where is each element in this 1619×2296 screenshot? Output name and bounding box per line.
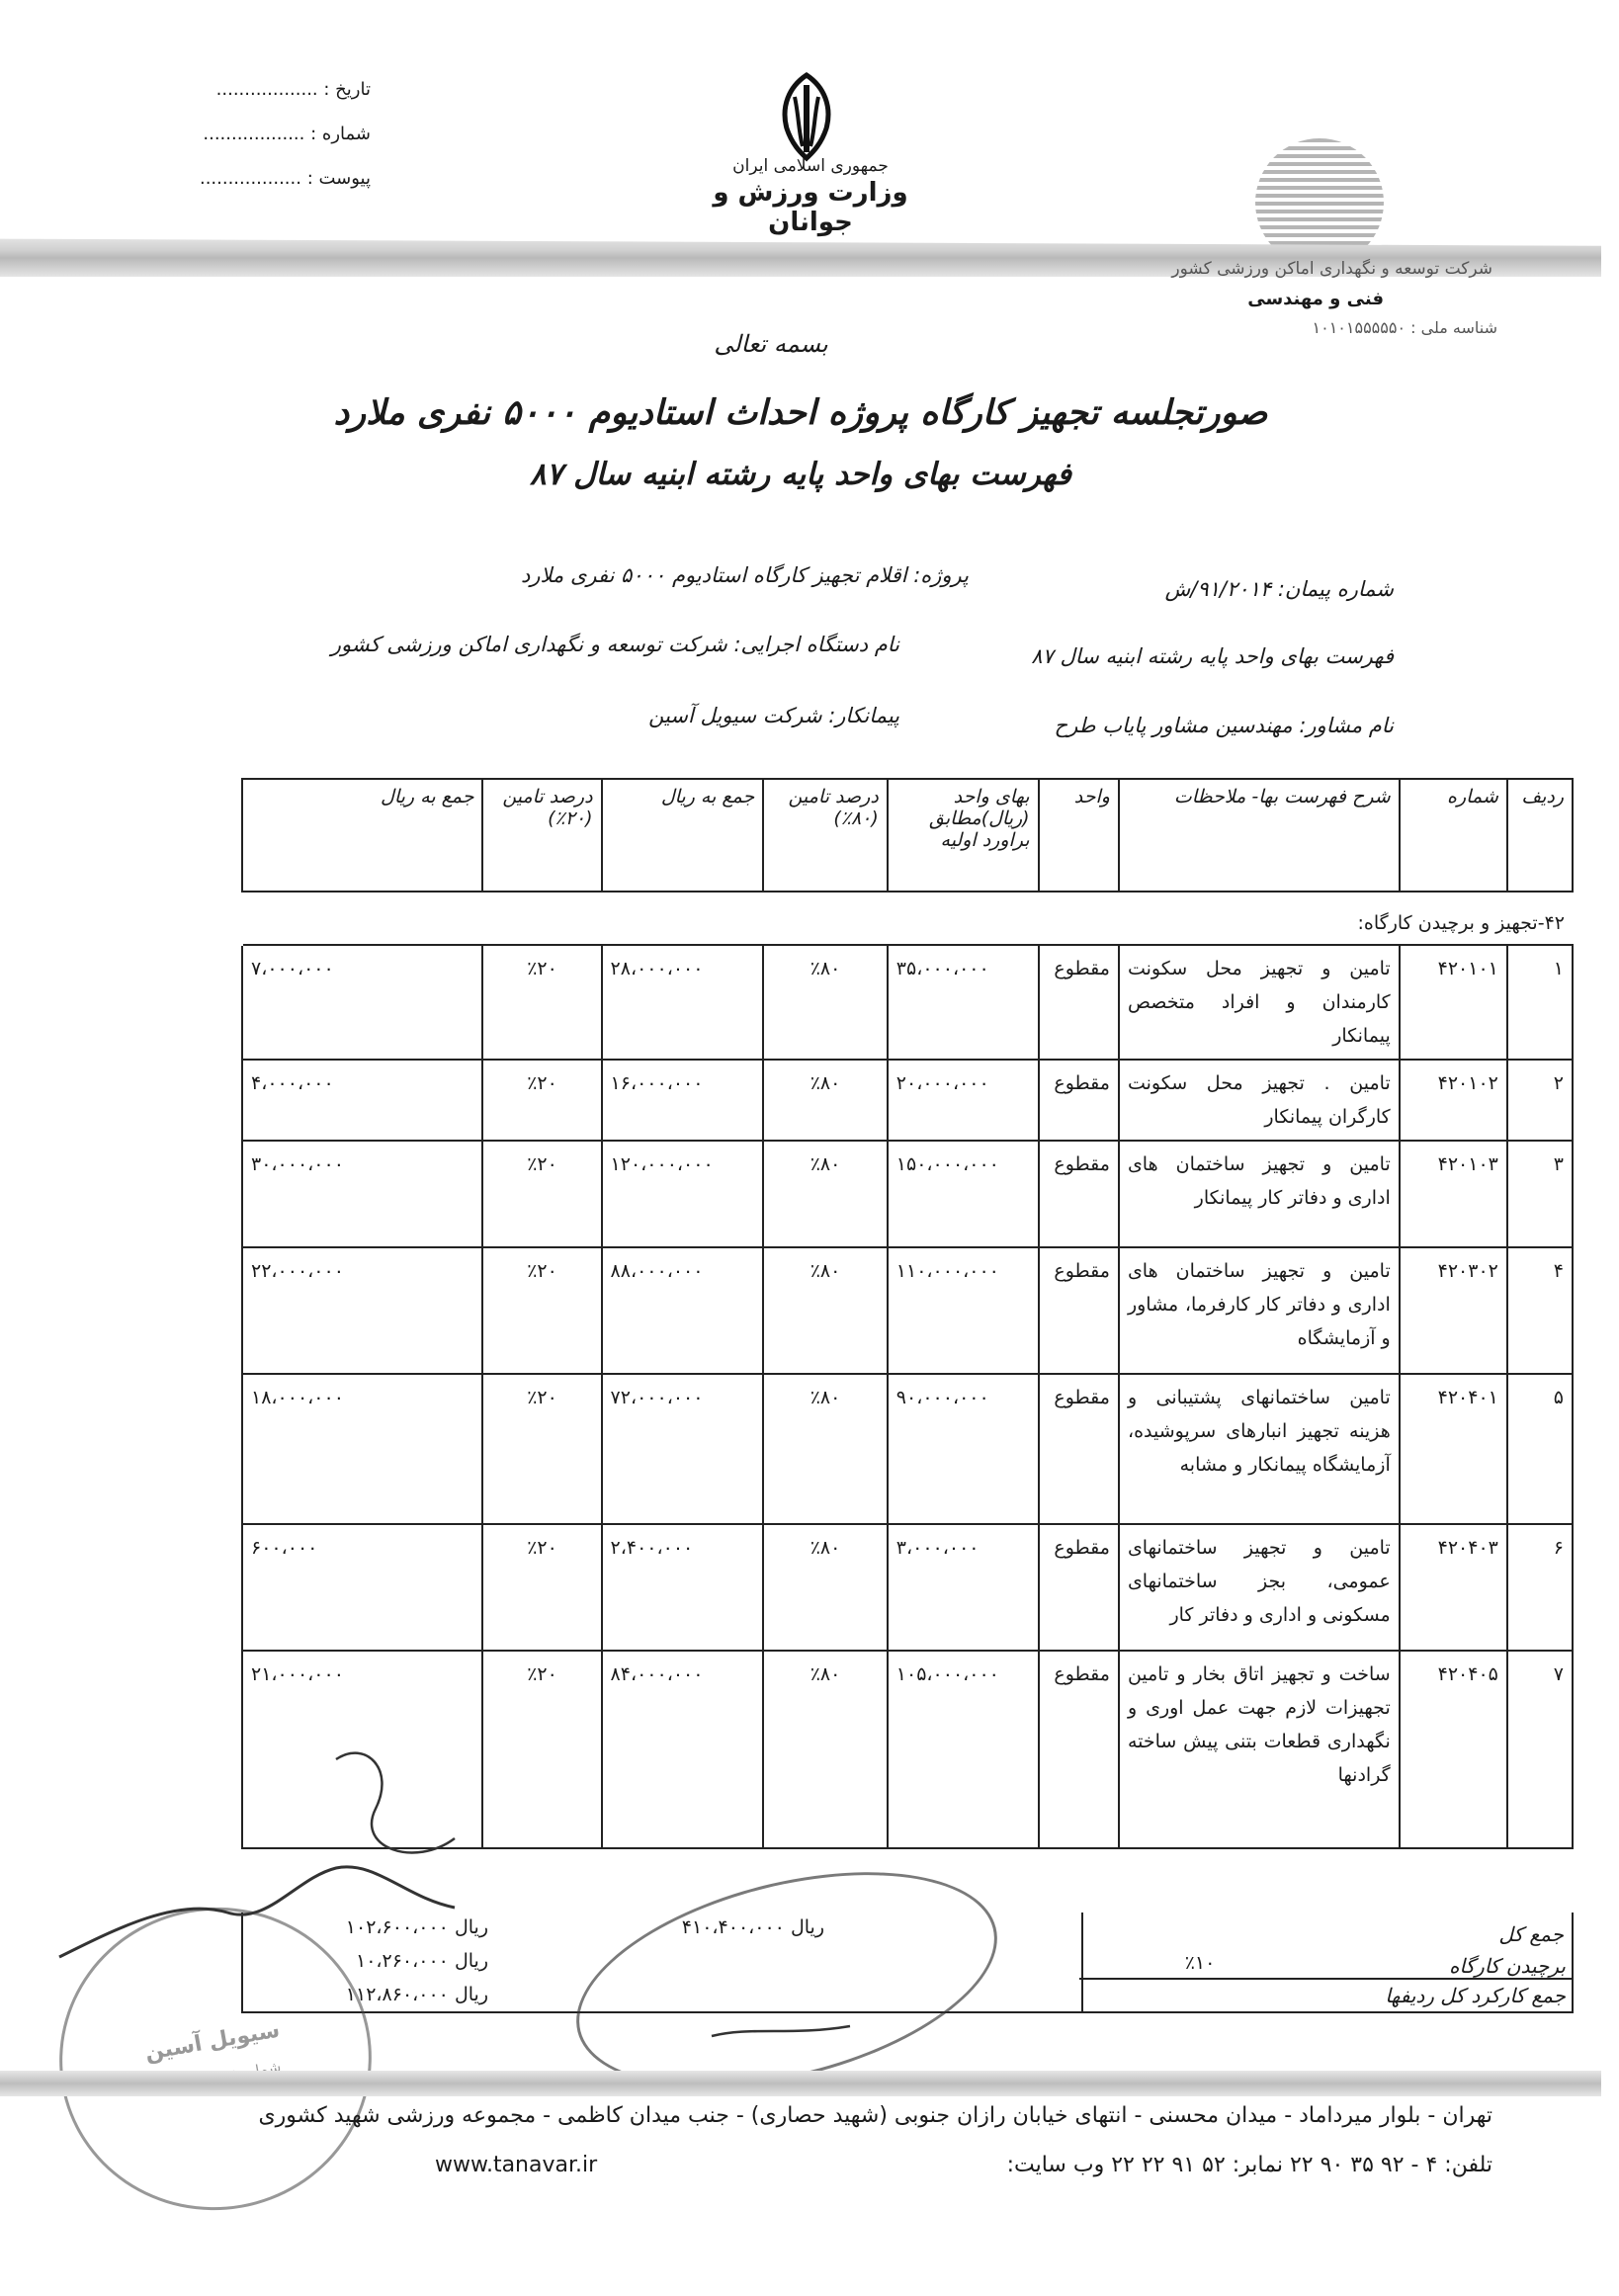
row-number: ۷ xyxy=(1507,1651,1573,1848)
table-header-row xyxy=(242,779,1573,892)
row-sum80: ۸۴،۰۰۰،۰۰۰ xyxy=(602,1651,764,1848)
teardown-total: ۱۰،۲۶۰،۰۰۰ ریال xyxy=(355,1950,488,1972)
header-sum80: جمع به ریال xyxy=(602,779,764,892)
totals-divider xyxy=(1079,1978,1574,1980)
table-row xyxy=(242,1374,1573,1524)
contractor-stamp-name: سیویل آسین xyxy=(142,2017,283,2067)
teardown-label: برچیدن کارگاه xyxy=(1449,1954,1566,1978)
row-sum80: ۲۸،۰۰۰،۰۰۰ xyxy=(602,945,764,1060)
row-pct80: ٪۸۰ xyxy=(763,945,888,1060)
date-dots: .................. xyxy=(215,79,318,100)
row-pct80: ٪۸۰ xyxy=(763,1651,888,1848)
ministry-country: جمهوری اسلامی ایران xyxy=(732,156,889,176)
row-number: ۵ xyxy=(1507,1374,1573,1524)
row-sum20: ۳۰،۰۰۰،۰۰۰ xyxy=(242,1141,482,1247)
row-sum20: ۷،۰۰۰،۰۰۰ xyxy=(242,945,482,1060)
header-pct20: درصد تامین (۲۰٪) xyxy=(482,779,601,892)
footer-website[interactable]: www.tanavar.ir xyxy=(435,2153,598,2177)
row-code: ۴۲۰۴۰۱ xyxy=(1400,1374,1507,1524)
row-pct80: ٪۸۰ xyxy=(763,1374,888,1524)
row-sum80: ۱۲۰،۰۰۰،۰۰۰ xyxy=(602,1141,764,1247)
sum20-total: ۱۰۲،۶۰۰،۰۰۰ ریال xyxy=(345,1916,488,1938)
row-unit-price: ۲۰،۰۰۰،۰۰۰ xyxy=(888,1060,1039,1141)
attach-label: پیوست : xyxy=(306,168,371,189)
row-pct80: ٪۸۰ xyxy=(763,1247,888,1374)
row-pct80: ٪۸۰ xyxy=(763,1060,888,1141)
row-sum80: ۱۶،۰۰۰،۰۰۰ xyxy=(602,1060,764,1141)
row-pct20: ٪۲۰ xyxy=(482,945,601,1060)
footer-phones: تلفن: ۴ - ۹۲ ۳۵ ۹۰ ۲۲ نمابر: ۵۲ ۹۱ ۲۲ ۲۲ وب سایت: xyxy=(1006,2153,1492,2177)
teardown-pct: ٪۱۰ xyxy=(1184,1952,1216,1974)
section-title: ۴۲-تجهیز و برچیدن کارگاه: xyxy=(1357,912,1565,934)
row-unit-price: ۱۰۵،۰۰۰،۰۰۰ xyxy=(888,1651,1039,1848)
row-code: ۴۲۰۱۰۲ xyxy=(1400,1060,1507,1141)
row-unit: مقطوع xyxy=(1039,945,1119,1060)
header-unit: واحد xyxy=(1039,779,1119,892)
row-desc: تامین و تجهیز ساختمان های اداری و دفاتر کار کارفرما، مشاور و آزمایشگاه xyxy=(1119,1247,1400,1374)
footer-band xyxy=(0,2071,1601,2096)
row-desc: تامین و تجهیز محل سکونت کارمندان و افراد متخصص پیمانکار xyxy=(1119,945,1400,1060)
document-subtitle: فهرست بهای واحد پایه رشته ابنیه سال ۸۷ xyxy=(530,457,1071,492)
section-row xyxy=(242,892,1573,945)
iran-emblem-icon xyxy=(759,67,854,166)
row-pct20: ٪۲۰ xyxy=(482,1374,601,1524)
number-field xyxy=(99,124,371,144)
row-sum20: ۴،۰۰۰،۰۰۰ xyxy=(242,1060,482,1141)
row-code: ۴۲۰۱۰۱ xyxy=(1400,945,1507,1060)
table-row xyxy=(242,1141,1573,1247)
row-number: ۶ xyxy=(1507,1524,1573,1651)
price-table xyxy=(241,778,1574,1849)
row-unit: مقطوع xyxy=(1039,1060,1119,1141)
department: فنی و مهندسی xyxy=(1247,289,1384,309)
grand-label: جمع کارکرد کل ردیفها xyxy=(1385,1984,1566,2007)
row-sum20: ۱۸،۰۰۰،۰۰۰ xyxy=(242,1374,482,1524)
row-unit-price: ۱۱۰،۰۰۰،۰۰۰ xyxy=(888,1247,1039,1374)
row-sum80: ۸۸،۰۰۰،۰۰۰ xyxy=(602,1247,764,1374)
row-desc: تامین . تجهیز محل سکونت کارگران پیمانکار xyxy=(1119,1060,1400,1141)
header-desc: شرح فهرست بها- ملاحظات xyxy=(1119,779,1400,892)
header-sum20: جمع به ریال xyxy=(242,779,482,892)
header-pct80: درصد تامین (۸۰٪) xyxy=(763,779,888,892)
document-title: صورتجلسه تجهیز کارگاه پروژه احداث استادیوم ۵۰۰۰ نفری ملارد xyxy=(333,393,1268,433)
row-sum20: ۶۰۰،۰۰۰ xyxy=(242,1524,482,1651)
row-pct20: ٪۲۰ xyxy=(482,1651,601,1848)
contract-number: شماره پیمان: ۹۱/۲۰۱۴/ش xyxy=(1164,577,1394,601)
consultant: نام مشاور: مهندسین مشاور پایاب طرح xyxy=(1054,714,1394,737)
row-code: ۴۲۰۴۰۳ xyxy=(1400,1524,1507,1651)
table-row xyxy=(242,1060,1573,1141)
price-list: فهرست بهای واحد پایه رشته ابنیه سال ۸۷ xyxy=(1031,644,1394,668)
row-unit: مقطوع xyxy=(1039,1651,1119,1848)
date-label: تاریخ : xyxy=(323,79,371,100)
row-unit: مقطوع xyxy=(1039,1374,1119,1524)
number-label: شماره : xyxy=(310,124,371,144)
company-name: شرکت توسعه و نگهداری اماکن ورزشی کشور xyxy=(1171,259,1492,279)
header-unit-price: بهای واحد (ریال)مطابق براورد اولیه xyxy=(888,779,1039,892)
sum-label: جمع کل xyxy=(1498,1922,1564,1946)
row-desc: تامین و تجهیز ساختمان های اداری و دفاتر کار پیمانکار xyxy=(1119,1141,1400,1247)
table-row xyxy=(242,1524,1573,1651)
row-pct20: ٪۲۰ xyxy=(482,1524,601,1651)
row-code: ۴۲۰۱۰۳ xyxy=(1400,1141,1507,1247)
row-desc: تامین ساختمانهای پشتیبانی و هزینه تجهیز انبارهای سرپوشیده، آزمایشگاه پیمانکار و مشابه xyxy=(1119,1374,1400,1524)
row-pct20: ٪۲۰ xyxy=(482,1060,601,1141)
row-code: ۴۲۰۳۰۲ xyxy=(1400,1247,1507,1374)
row-pct20: ٪۲۰ xyxy=(482,1141,601,1247)
table-row xyxy=(242,945,1573,1060)
date-field xyxy=(99,79,371,100)
row-code: ۴۲۰۴۰۵ xyxy=(1400,1651,1507,1848)
row-unit: مقطوع xyxy=(1039,1247,1119,1374)
row-sum20: ۲۲،۰۰۰،۰۰۰ xyxy=(242,1247,482,1374)
attach-field xyxy=(99,168,371,189)
signature-icon xyxy=(40,1700,929,2076)
ministry-name: وزارت ورزش و جوانان xyxy=(713,178,908,237)
row-desc: تامین و تجهیز ساختمانهای عمومی، بجز ساختمانهای مسکونی و اداری و دفاتر کار xyxy=(1119,1524,1400,1651)
row-sum20: ۲۱،۰۰۰،۰۰۰ xyxy=(242,1651,482,1848)
footer-address: تهران - بلوار میرداماد - میدان محسنی - انتهای خیابان رازان جنوبی (شهید حصاری) - جنب میدان کاظمی - مجموعه ورزشی شهید کشوری xyxy=(258,2103,1492,2128)
row-unit: مقطوع xyxy=(1039,1524,1119,1651)
contractor: پیمانکار: شرکت سیویل آسین xyxy=(648,704,899,727)
attach-dots: .................. xyxy=(199,168,301,189)
row-number: ۳ xyxy=(1507,1141,1573,1247)
row-unit-price: ۱۵۰،۰۰۰،۰۰۰ xyxy=(888,1141,1039,1247)
row-number: ۱ xyxy=(1507,945,1573,1060)
project-name: پروژه: اقلام تجهیز کارگاه استادیوم ۵۰۰۰ نفری ملارد xyxy=(521,563,969,587)
grand-total: ۱۱۲،۸۶۰،۰۰۰ ریال xyxy=(345,1984,488,2005)
number-dots: .................. xyxy=(203,124,305,144)
header-code: شماره xyxy=(1400,779,1507,892)
row-desc: ساخت و تجهیز اتاق بخار و تامین تجهیزات لازم جهت عمل اوری و نگهداری قطعات بتنی پیش ساخته گرادنها xyxy=(1119,1651,1400,1848)
row-unit-price: ۹۰،۰۰۰،۰۰۰ xyxy=(888,1374,1039,1524)
row-pct80: ٪۸۰ xyxy=(763,1141,888,1247)
row-pct80: ٪۸۰ xyxy=(763,1524,888,1651)
row-sum80: ۷۲،۰۰۰،۰۰۰ xyxy=(602,1374,764,1524)
row-unit-price: ۳۵،۰۰۰،۰۰۰ xyxy=(888,945,1039,1060)
bismillah: بسمه تعالی xyxy=(714,330,828,358)
row-pct20: ٪۲۰ xyxy=(482,1247,601,1374)
header-row: ردیف xyxy=(1507,779,1573,892)
sum80-total: ۴۱۰،۴۰۰،۰۰۰ ریال xyxy=(681,1916,824,1938)
table-row xyxy=(242,1247,1573,1374)
row-sum80: ۲،۴۰۰،۰۰۰ xyxy=(602,1524,764,1651)
row-number: ۴ xyxy=(1507,1247,1573,1374)
national-id: شناسه ملی : ۱۰۱۰۱۵۵۵۵۵۰ xyxy=(1312,318,1497,337)
row-unit-price: ۳،۰۰۰،۰۰۰ xyxy=(888,1524,1039,1651)
row-unit: مقطوع xyxy=(1039,1141,1119,1247)
executive-org: نام دستگاه اجرایی: شرکت توسعه و نگهداری اماکن ورزشی کشور xyxy=(330,633,899,656)
row-number: ۲ xyxy=(1507,1060,1573,1141)
